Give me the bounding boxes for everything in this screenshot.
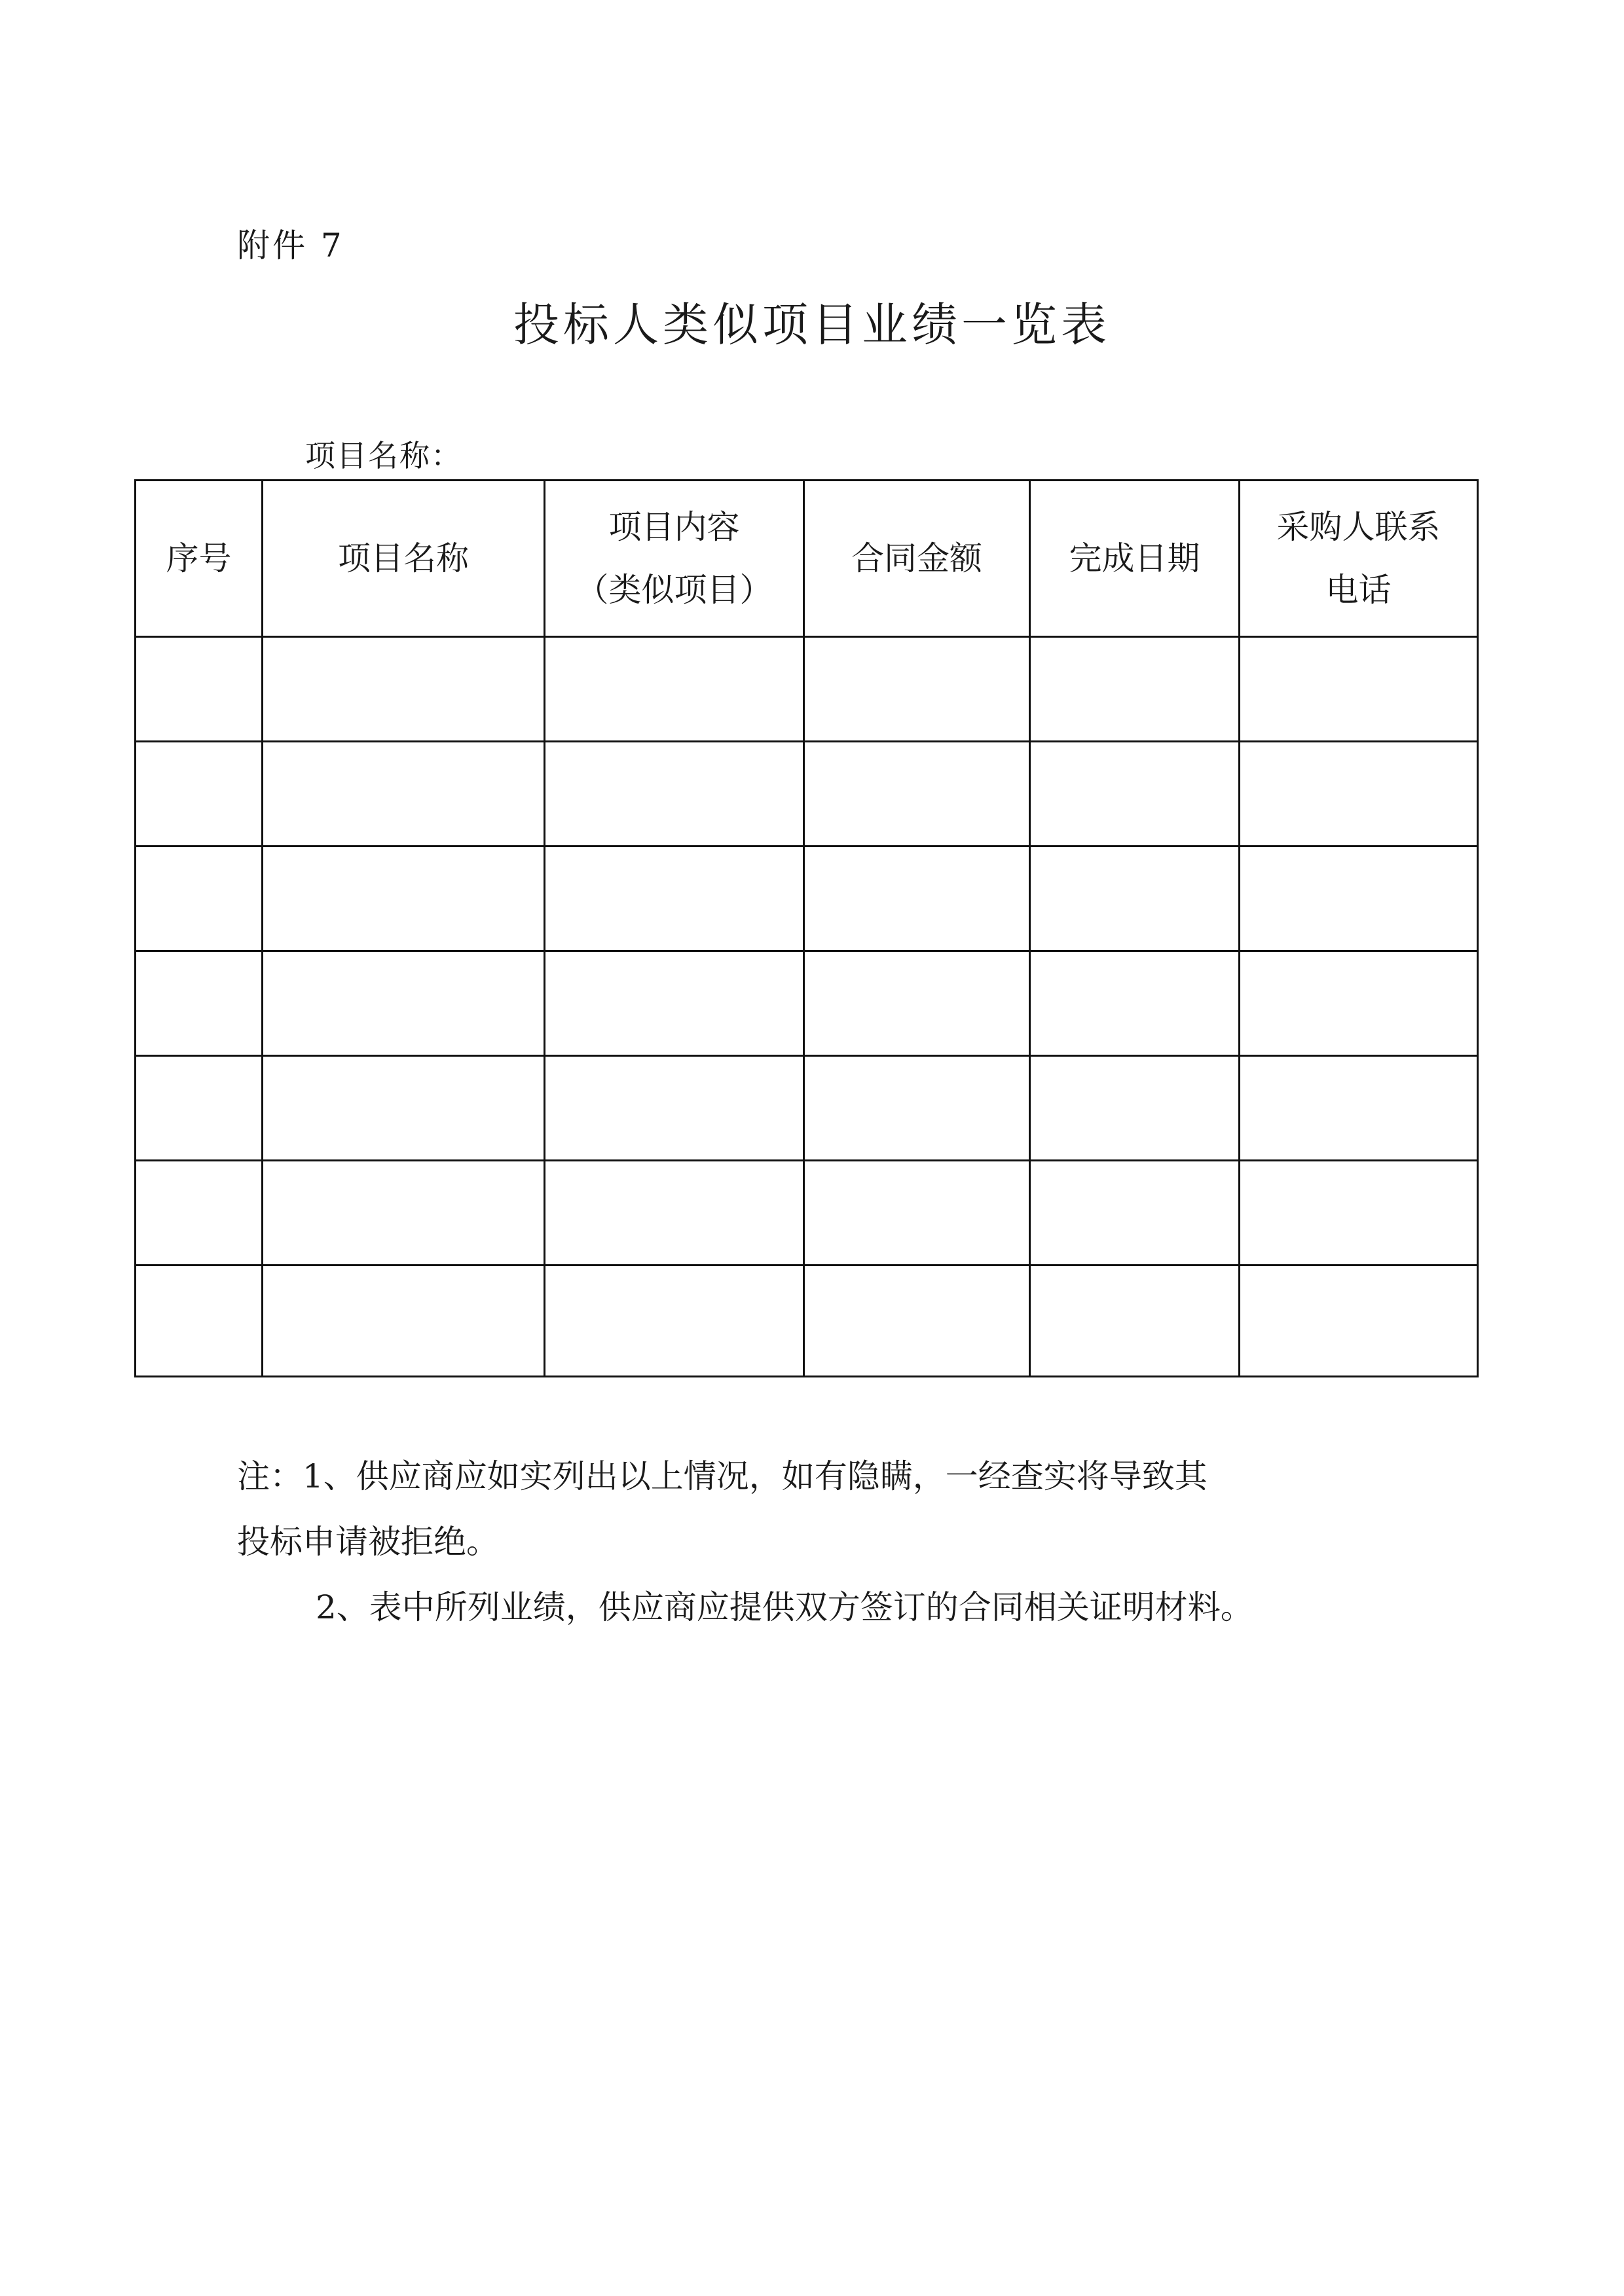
table-cell bbox=[263, 1161, 545, 1266]
table-cell bbox=[545, 951, 804, 1056]
table-cell bbox=[1240, 1161, 1478, 1266]
table-row bbox=[136, 1266, 1478, 1377]
note-line-2: 投标申请被拒绝。 bbox=[237, 1523, 499, 1561]
table-cell bbox=[1030, 1266, 1240, 1377]
table-cell bbox=[545, 1056, 804, 1161]
table-row bbox=[136, 1056, 1478, 1161]
document-title: 投标人类似项目业绩一览表 bbox=[513, 298, 1111, 352]
table-cell bbox=[136, 1266, 263, 1377]
table-body bbox=[136, 637, 1478, 1377]
project-name-label: 项目名称： bbox=[305, 438, 462, 473]
table-cell bbox=[1030, 951, 1240, 1056]
table-cell bbox=[804, 847, 1030, 951]
table-cell bbox=[545, 1161, 804, 1266]
table-cell bbox=[545, 637, 804, 742]
table-cell bbox=[1030, 1161, 1240, 1266]
performance-table bbox=[134, 479, 1479, 1377]
table-cell bbox=[136, 951, 263, 1056]
table-cell bbox=[136, 1056, 263, 1161]
table-cell bbox=[1240, 1266, 1478, 1377]
table-cell bbox=[136, 742, 263, 847]
table-cell bbox=[804, 1266, 1030, 1377]
table-cell bbox=[263, 637, 545, 742]
header-purchaser-phone: 采购人联系 电话 bbox=[1240, 481, 1478, 637]
table-cell bbox=[545, 847, 804, 951]
table-cell bbox=[1240, 742, 1478, 847]
header-serial-number: 序号 bbox=[136, 481, 263, 637]
table-cell bbox=[1030, 847, 1240, 951]
table-cell bbox=[263, 951, 545, 1056]
table-row bbox=[136, 847, 1478, 951]
table-cell bbox=[804, 637, 1030, 742]
table-header bbox=[136, 481, 1478, 637]
table-cell bbox=[804, 742, 1030, 847]
table-cell bbox=[136, 1161, 263, 1266]
note-line-1: 注：1、供应商应如实列出以上情况，如有隐瞒，一经查实将导致其 bbox=[237, 1457, 1208, 1495]
table-cell bbox=[1240, 637, 1478, 742]
table-cell bbox=[263, 1266, 545, 1377]
notes-section bbox=[237, 1444, 1416, 1640]
table-row bbox=[136, 951, 1478, 1056]
table-cell bbox=[136, 847, 263, 951]
table-cell bbox=[545, 1266, 804, 1377]
table-cell bbox=[263, 1056, 545, 1161]
table-row bbox=[136, 742, 1478, 847]
header-contract-amount: 合同金额 bbox=[804, 481, 1030, 637]
table-cell bbox=[804, 1056, 1030, 1161]
table-cell bbox=[1240, 1056, 1478, 1161]
table-cell bbox=[1030, 1056, 1240, 1161]
table-cell bbox=[1240, 951, 1478, 1056]
table-cell bbox=[1030, 637, 1240, 742]
table-row bbox=[136, 637, 1478, 742]
table-cell bbox=[136, 637, 263, 742]
table-cell bbox=[804, 1161, 1030, 1266]
attachment-label: 附件 7 bbox=[237, 227, 344, 264]
header-project-content: 项目内容 （类似项目） bbox=[545, 481, 804, 637]
note-line-3: 2、表中所列业绩，供应商应提供双方签订的合同相关证明材料。 bbox=[316, 1588, 1253, 1626]
table-cell bbox=[545, 742, 804, 847]
table-cell bbox=[1240, 847, 1478, 951]
table-row bbox=[136, 1161, 1478, 1266]
table-cell bbox=[1030, 742, 1240, 847]
header-project-name: 项目名称 bbox=[263, 481, 545, 637]
table-cell bbox=[263, 847, 545, 951]
table-cell bbox=[804, 951, 1030, 1056]
table-cell bbox=[263, 742, 545, 847]
header-row bbox=[136, 481, 1478, 637]
header-completion-date: 完成日期 bbox=[1030, 481, 1240, 637]
